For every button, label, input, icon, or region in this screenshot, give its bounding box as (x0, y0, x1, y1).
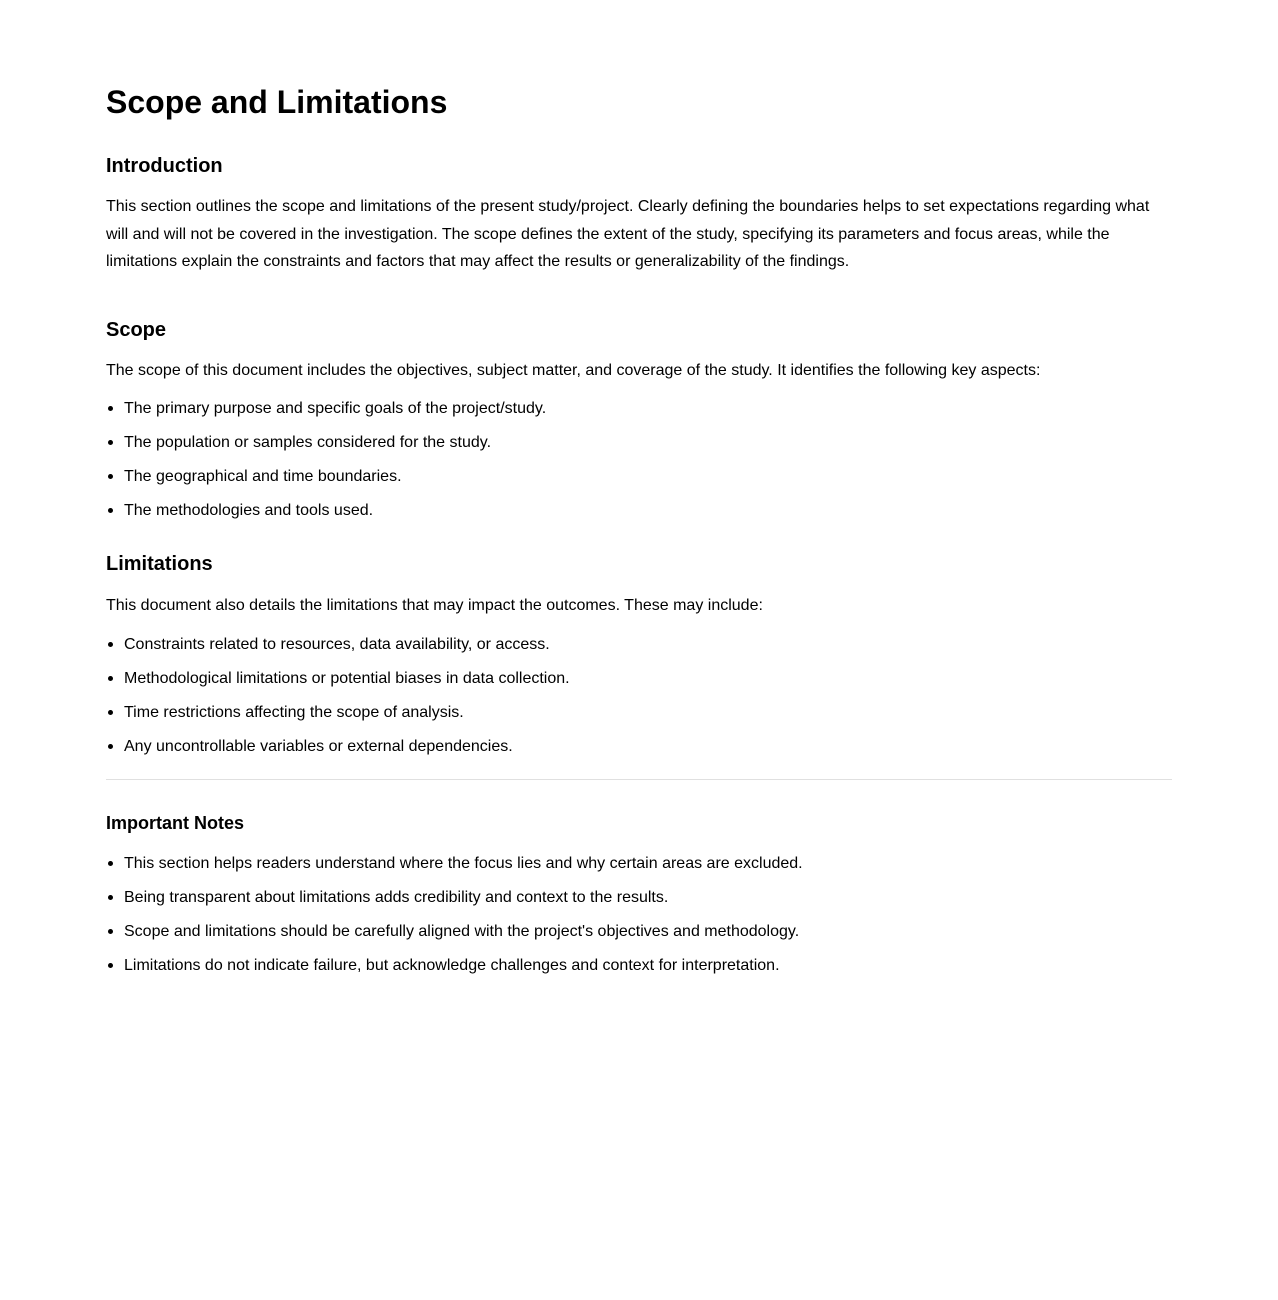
bullet-icon (108, 895, 113, 900)
list-item (106, 887, 1172, 909)
page-title: Scope and Limitations (106, 84, 448, 120)
list-item-text: Time restrictions affecting the scope of analysis. (124, 703, 464, 721)
important-notes-heading: Important Notes (106, 812, 245, 833)
list-item-text: The population or samples considered for the study. (124, 434, 492, 451)
limitations-paragraph: This document also details the limitations that may impact the outcomes. These may include: (106, 597, 763, 614)
introduction-paragraph: This section outlines the scope and limitations of the present study/project. Clearly defining the boundaries helps to set expectations regarding what will and will not be covered in the investigation. The scope defines the extent of the study, specifying its parameters and focus areas, while the limitations explain the constraints and factors that may affect the results or generalizability of the findings. (106, 198, 1150, 270)
list-item-text: The geographical and time boundaries. (124, 468, 402, 485)
list-item (106, 921, 1172, 943)
list-item (106, 398, 1172, 420)
list-item (106, 853, 1172, 875)
scope-heading: Scope (106, 318, 167, 341)
bullet-icon (108, 676, 113, 681)
limitations-heading: Limitations (106, 553, 213, 575)
bullet-icon (108, 963, 113, 968)
bullet-icon (108, 744, 113, 749)
section-divider (106, 779, 1172, 780)
list-item-text: Any uncontrollable variables or external dependencies. (124, 737, 513, 755)
bullet-icon (108, 440, 113, 445)
list-item (106, 702, 1172, 724)
list-item-text: Scope and limitations should be carefully aligned with the project's objectives and methodology. (124, 922, 800, 940)
list-item-text: The primary purpose and specific goals of the project/study. (124, 400, 547, 417)
bullet-icon (108, 406, 113, 411)
list-item (106, 736, 1172, 758)
important-notes-list (106, 853, 1172, 977)
list-item (106, 634, 1172, 656)
scope-list (106, 398, 1172, 522)
bullet-icon (108, 929, 113, 934)
bullet-icon (108, 861, 113, 866)
list-item-text: Limitations do not indicate failure, but acknowledge challenges and context for interpretation. (124, 956, 780, 974)
list-item-text: This section helps readers understand where the focus lies and why certain areas are excluded. (124, 854, 803, 872)
list-item-text: Methodological limitations or potential biases in data collection. (124, 669, 570, 687)
limitations-section (106, 551, 1172, 758)
bullet-icon (108, 710, 113, 715)
list-item (106, 668, 1172, 690)
bullet-icon (108, 508, 113, 513)
bullet-icon (108, 642, 113, 647)
list-item (106, 466, 1172, 488)
list-item-text: Constraints related to resources, data availability, or access. (124, 635, 550, 653)
important-notes-section (106, 811, 1172, 977)
introduction-section (106, 153, 1172, 276)
bullet-icon (108, 474, 113, 479)
list-item (106, 955, 1172, 977)
scope-section (106, 317, 1172, 523)
introduction-heading: Introduction (106, 155, 223, 177)
list-item (106, 432, 1172, 454)
limitations-list (106, 634, 1172, 758)
list-item-text: Being transparent about limitations adds credibility and context to the results. (124, 888, 669, 906)
scope-paragraph: The scope of this document includes the objectives, subject matter, and coverage of the study. It identifies the following key aspects: (106, 361, 1041, 379)
list-item-text: The methodologies and tools used. (124, 502, 374, 519)
list-item (106, 500, 1172, 522)
